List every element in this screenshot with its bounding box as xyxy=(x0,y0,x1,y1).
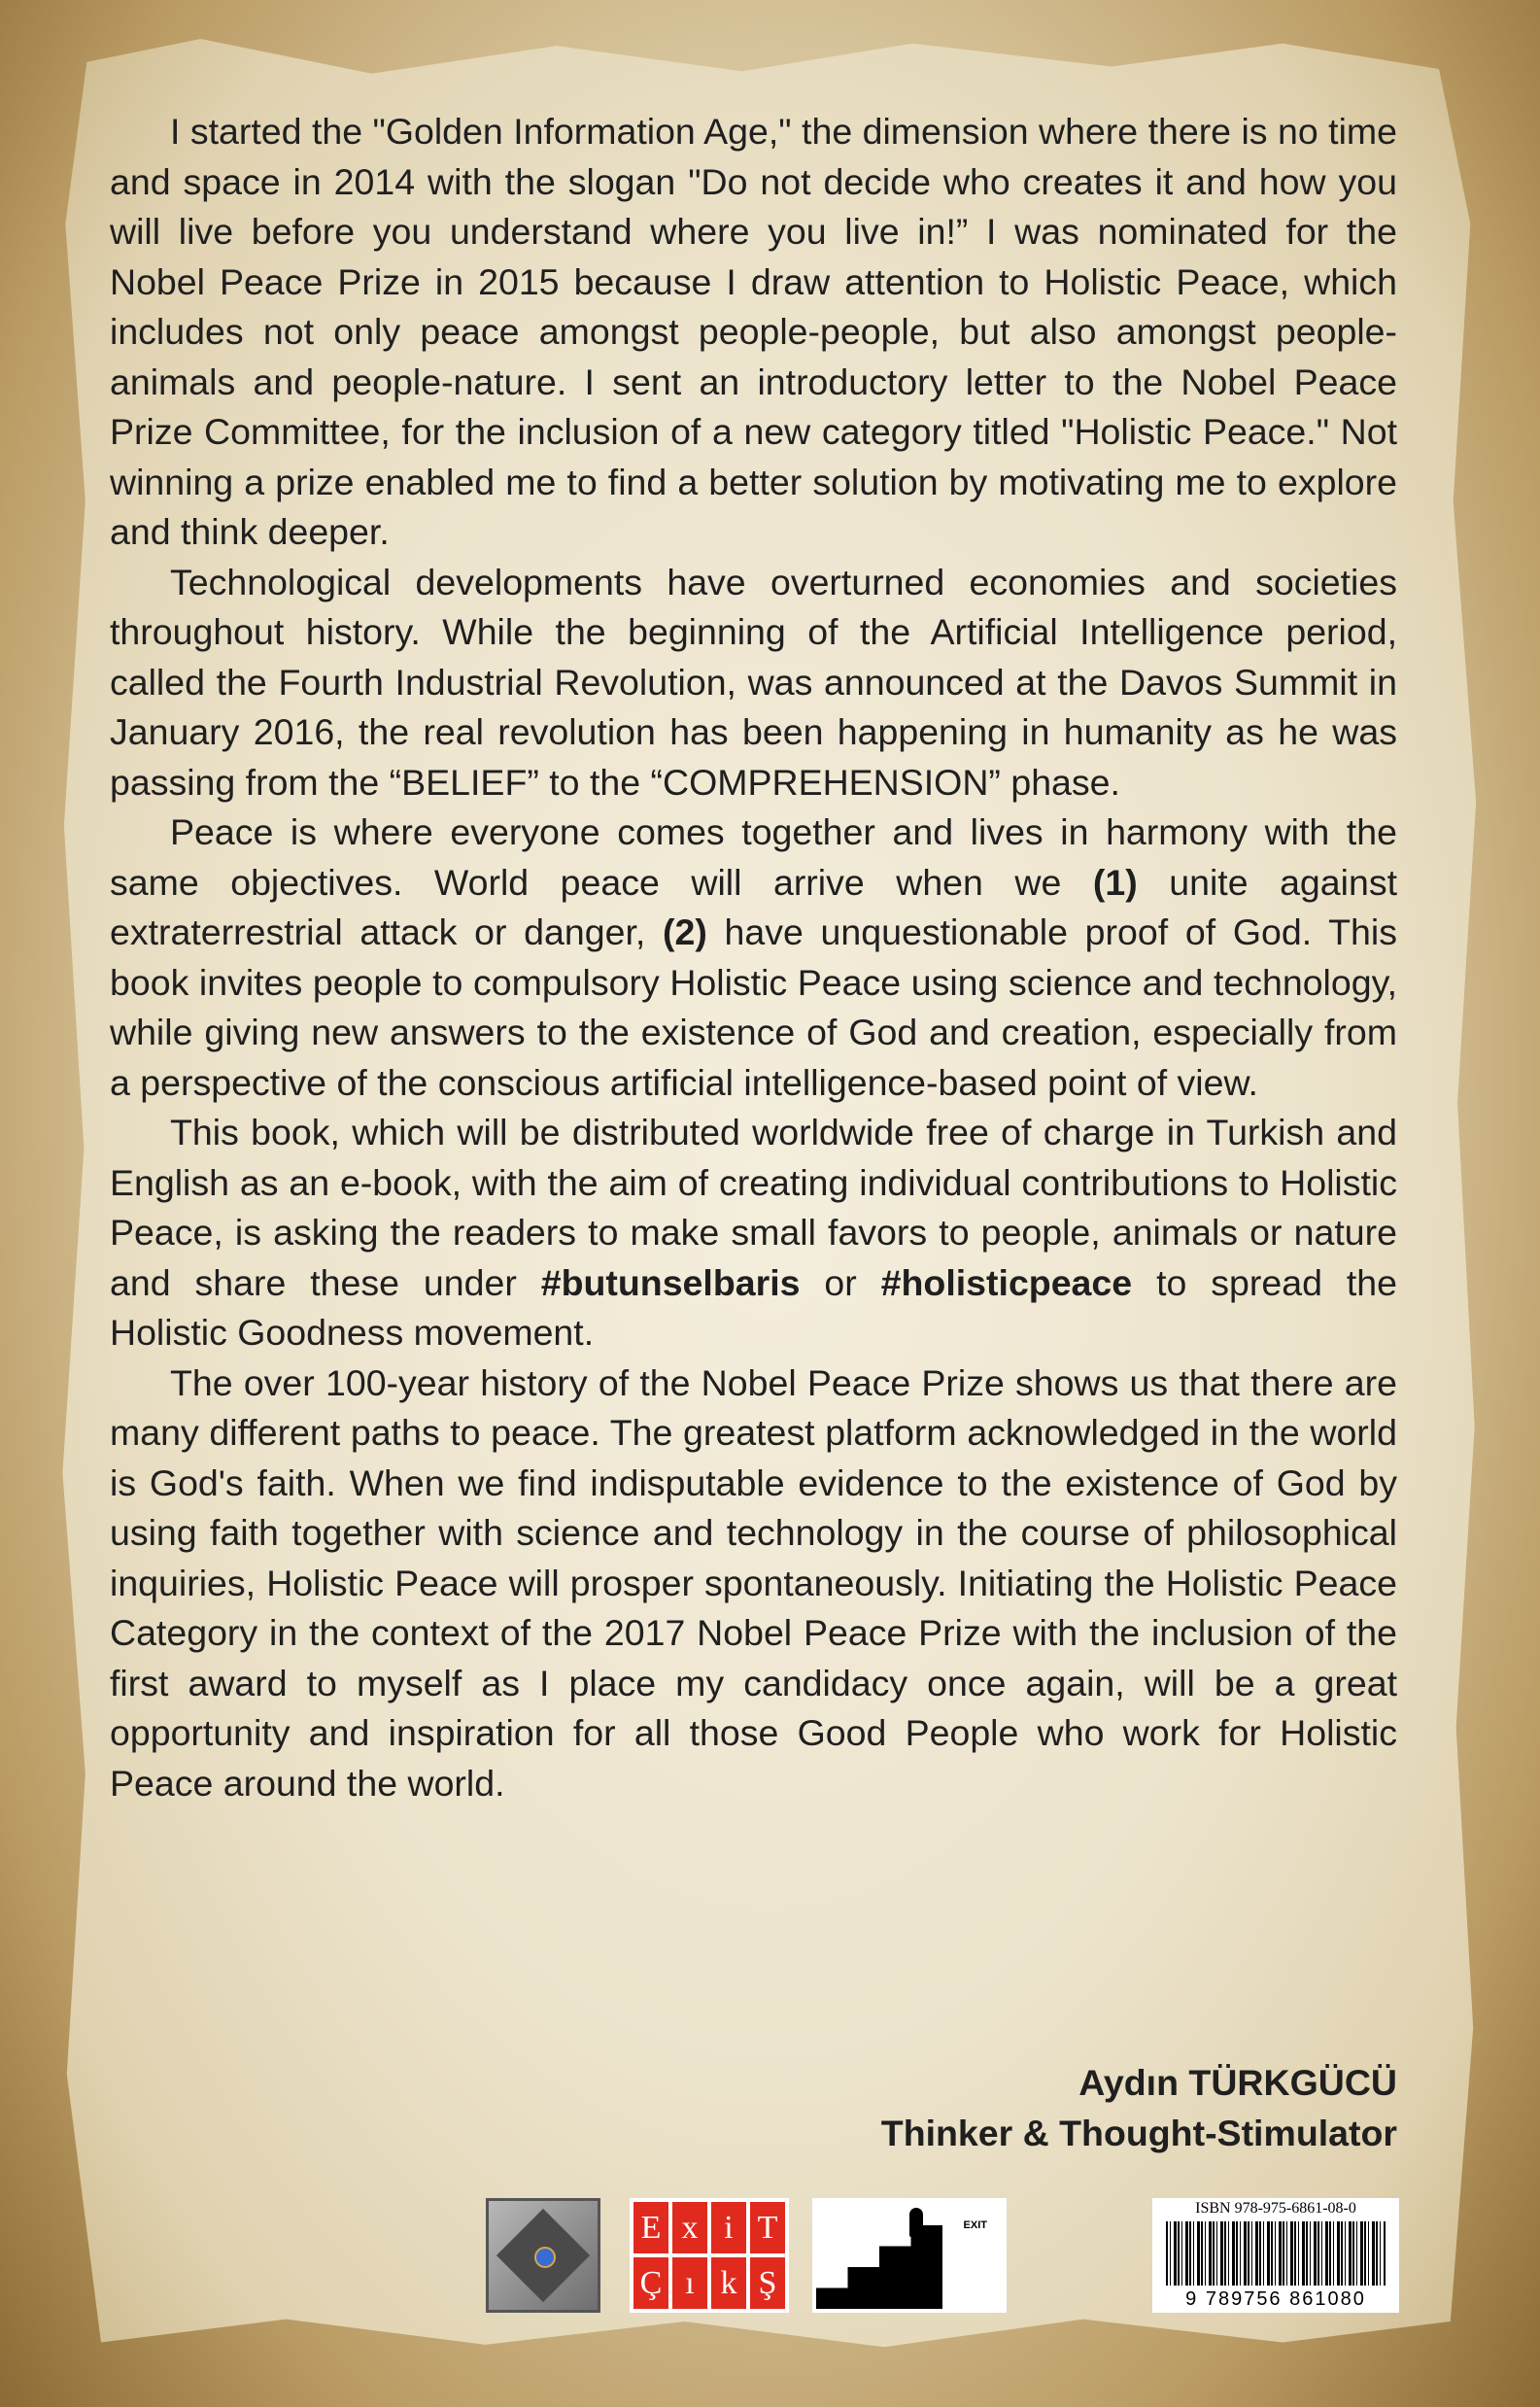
running-man-icon xyxy=(909,2208,923,2237)
logo-letter: Ç xyxy=(633,2257,668,2309)
paragraph-text: This book, which will be distributed worldwide free of charge in Turkish and English as an e-book, with the aim of creating individual contributions to Holistic Peace, is asking the readers to make small favors to people, animals or nature and share these under xyxy=(110,1112,1397,1303)
author-title: Thinker & Thought-Stimulator xyxy=(880,2113,1397,2153)
paragraph-text: Peace is where everyone comes together and lives in harmony with the same objectives. World peace will arrive when we xyxy=(110,811,1397,903)
exit-cikis-logo xyxy=(630,2198,789,2313)
logo-letter: k xyxy=(711,2257,746,2309)
logo-letter: E xyxy=(633,2202,668,2253)
paragraph xyxy=(110,558,1397,808)
logo-letter: T xyxy=(750,2202,785,2253)
stairs-icon xyxy=(816,2225,942,2309)
paragraph-text: I started the "Golden Information Age," the dimension where there is no time and space in 2014 with the slogan "Do not decide who creates it and how you will live before you understand where you live in!” I was nominated for the Nobel Peace Prize in 2015 because I draw attention to Holistic Peace, which includes not only peace amongst people-people, but also amongst people-animals and people-nature. I sent an introductory letter to the Nobel Peace Prize Committee, for the inclusion of a new category titled "Holistic Peace." Not winning a prize enabled me to find a better solution by motivating me to explore and think deeper. xyxy=(110,111,1397,552)
logo-letter: i xyxy=(711,2202,746,2253)
paragraph xyxy=(110,1358,1397,1809)
back-cover-text xyxy=(110,107,1397,1808)
bold-text: #butunselbaris xyxy=(540,1261,801,1303)
bold-text: (1) xyxy=(1092,861,1138,903)
barcode-bars xyxy=(1166,2221,1386,2286)
logo-letter: ı xyxy=(672,2257,707,2309)
paragraph xyxy=(110,808,1397,1108)
ornament-logo xyxy=(486,2198,600,2313)
author-name: Aydın TÜRKGÜCÜ xyxy=(1078,2062,1397,2103)
exit-sign-label: EXIT xyxy=(963,2219,987,2231)
paragraph-text: have unquestionable proof of God. This book invites people to compulsory Holistic Peace using science and technology, while giving new answers to the existence of God and creation, especially from a perspective of the conscious artificial intelligence-based point of view. xyxy=(110,911,1397,1103)
paragraph-text: The over 100-year history of the Nobel Peace Prize shows us that there are many different paths to peace. The greatest platform acknowledged in the world is God's faith. When we find indisputable evidence to the existence of God by using faith together with science and technology in the course of philosophical inquiries, Holistic Peace will prosper spontaneously. Initiating the Holistic Peace Category in the context of the 2017 Nobel Peace Prize with the inclusion of the first award to myself as I place my candidacy once again, will be a great opportunity and inspiration for all those Good People who work for Holistic Peace around the world. xyxy=(110,1361,1397,1804)
paragraph-text: Technological developments have overturned economies and societies throughout history. While the beginning of the Artificial Intelligence period, called the Fourth Industrial Revolution, was announced at the Davos Summit in January 2016, the real revolution has been happening in humanity as he was passing from the “BELIEF” to the “COMPREHENSION” phase. xyxy=(110,561,1397,803)
logo-letter: x xyxy=(672,2202,707,2253)
paragraph xyxy=(110,1108,1397,1358)
gem-icon xyxy=(534,2247,556,2268)
logo-letter: Ş xyxy=(758,2264,777,2301)
paragraph xyxy=(110,107,1397,558)
bold-text: (2) xyxy=(662,911,707,952)
bold-text: #holisticpeace xyxy=(880,1261,1133,1303)
logo-letter xyxy=(750,2257,785,2309)
isbn-text: ISBN 978-975-6861-08-0 xyxy=(1195,2200,1356,2217)
paragraph-text: unite against extraterrestrial attack or danger, xyxy=(110,861,1397,952)
barcode-digits: 9 789756 861080 xyxy=(1185,2288,1366,2310)
paragraph-text: or xyxy=(800,1261,881,1303)
exit-stairs-logo xyxy=(812,2198,1007,2313)
paragraph-text: to spread the Holistic Goodness movement. xyxy=(110,1261,1397,1353)
isbn-barcode xyxy=(1152,2198,1399,2313)
